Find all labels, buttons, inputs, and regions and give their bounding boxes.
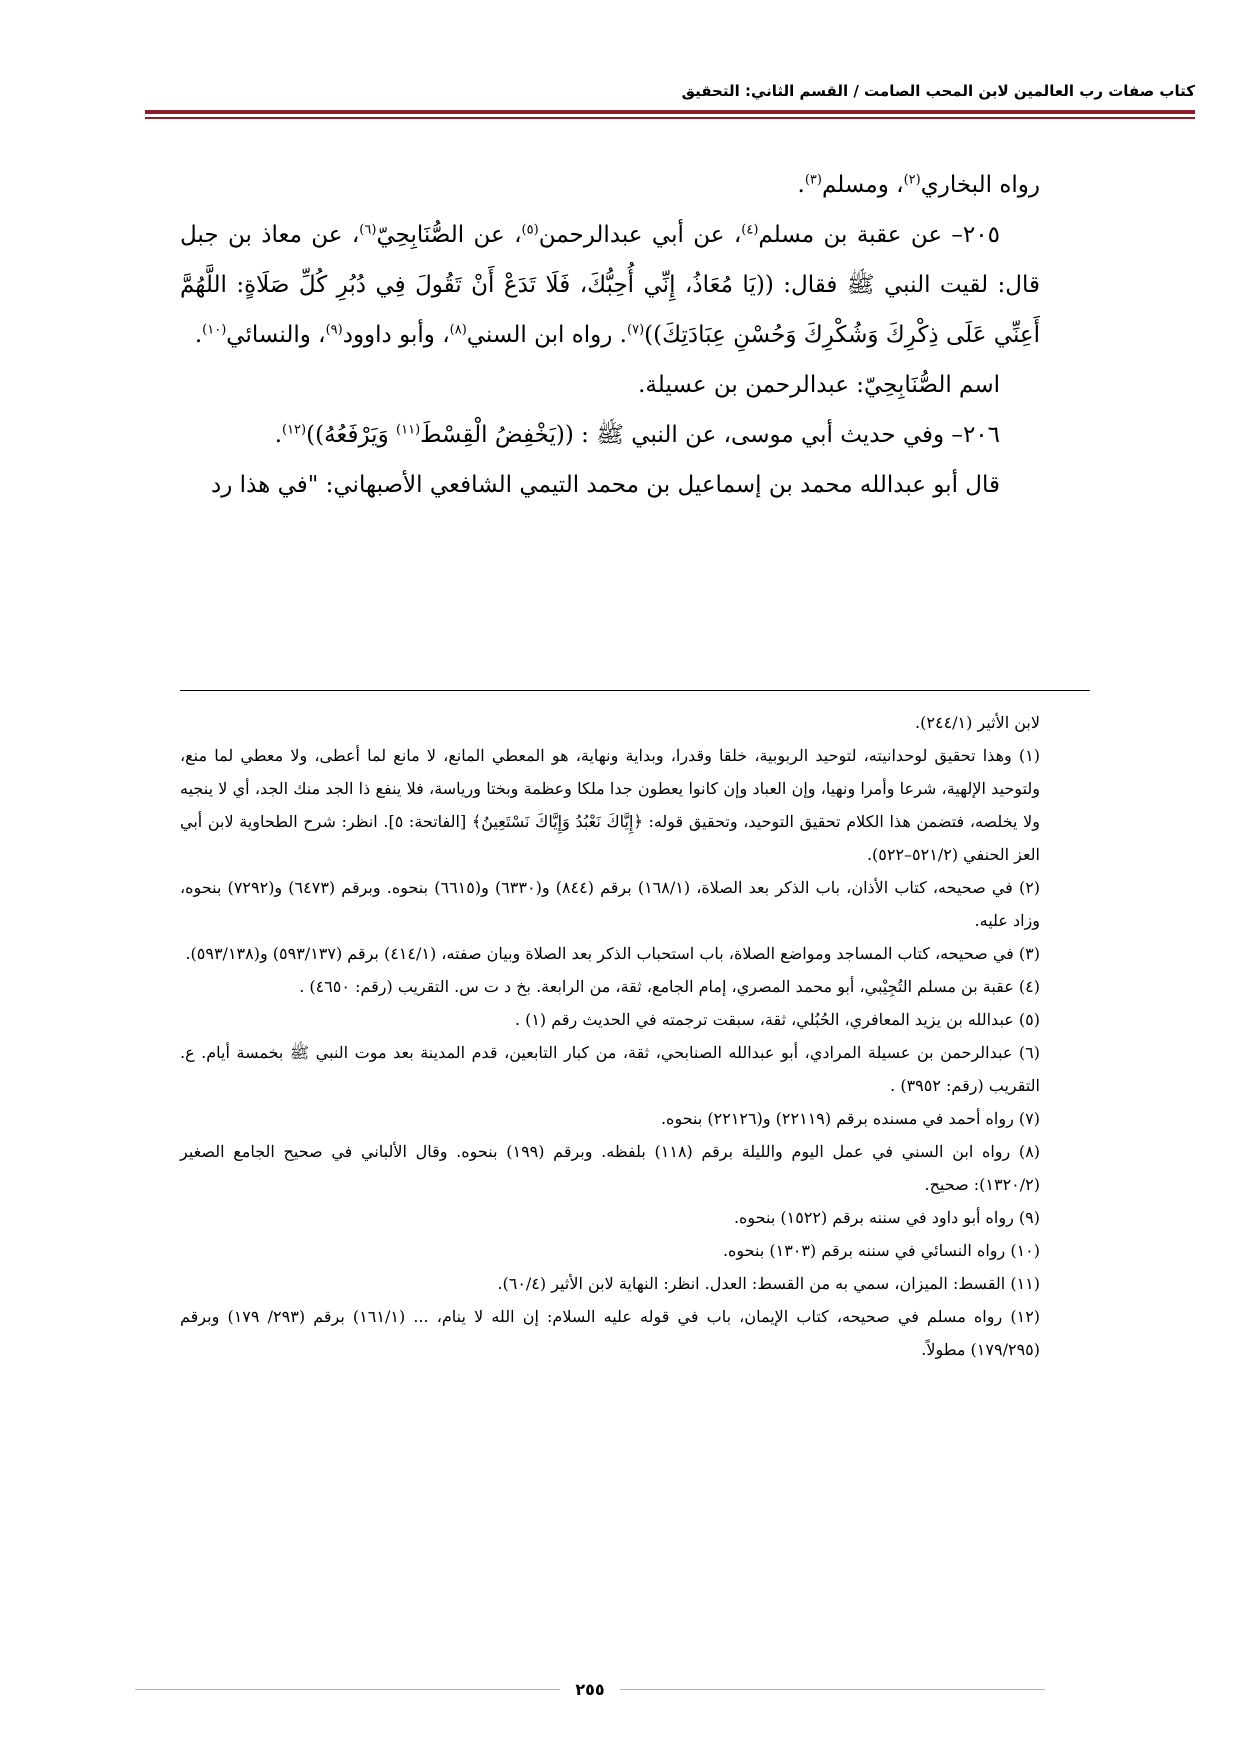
footnote-ref[interactable]: (٦) [359,222,377,238]
footnote-ref[interactable]: (١٢) [282,422,307,438]
footnote-ref[interactable]: (٣) [804,172,822,188]
paragraph-205: ٢٠٥– عن عقبة بن مسلم$^{(٤)}$، عن أبي عبدالرحمن$^{(٥)}$، عن الصُّنَابِحِيّ$^{(٦)}$، عن معاذ بن جبل قال: لقيت النبي ﷺ فقال: ((يَا مُعَاذُ، إِنِّي أُحِبُّكَ، فَلَا تَدَعْ أَنْ تَقُولَ فِي دُبُرِ كُلِّ صَلَاةٍ: اللَّهُمَّ أَعِنِّي عَلَى ذِكْرِكَ وَشُكْرِكَ وَحُسْنِ عِبَادَتِكَ))$^{(٧)}$. رواه ابن السني$^{(٨)}$، وأبو داوود$^{(٩)}$، والنسائي$^{(١٠)}$. [180,222,1040,348]
footnote-8: (٨) رواه ابن السني في عمل اليوم والليلة برقم (١١٨) بلفظه. وبرقم (١٩٩) بنحوه. وقال الألباني في صحيح الجامع الصغير (١٣٢٠/٢): صحيح. [180,1142,1041,1194]
footnote-ref[interactable]: (٤) [741,222,759,238]
footnote-9: (٩) رواه أبو داود في سننه برقم (١٥٢٢) بنحوه. [733,1208,1040,1227]
footnote-12: (١٢) رواه مسلم في صحيحه، كتاب الإيمان، باب في قوله عليه السلام: إن الله لا ينام، ... (١٦١/١) برقم (٢٩٣/ ١٧٩) وبرقم (١٧٩/٢٩٥) مطولاً. [180,1307,1041,1359]
footnote-1: (١) وهذا تحقيق لوحدانيته، لتوحيد الربوبية، خلقا وقدرا، وبداية ونهاية، هو المعطي المانع، لا مانع لما أعطى، ولا معطي لما منع، ولتوحيد الإلهية، شرعا وأمرا ونهيا، وإن العباد وإن كانوا يعطون جدا ملكا وعظمة وبختا ورياسة، فلا ينفع ذا الجد منك الجد، أي لا ينجيه ولا يخلصه، فتضمن هذا الكلام تحقيق التوحيد، وتحقيق قوله: ﴿إِيَّاكَ نَعْبُدُ وَإِيَّاكَ نَسْتَعِينُ﴾ [الفاتحة: ٥]. انظر: شرح الطحاوية لابن أبي العز الحنفي (٥٢١/٢–٥٢٢). [180,746,1040,864]
footnote-ref[interactable]: (٨) [449,322,467,338]
footnote-10: (١٠) رواه النسائي في سننه برقم (١٣٠٣) بنحوه. [722,1241,1040,1260]
footnote-ref[interactable]: (١٠) [202,322,227,338]
paragraph-1: رواه البخاري$^{(٢)}$، ومسلم$^{(٣)}$. [797,172,1040,198]
footnote-7: (٧) رواه أحمد في مسنده برقم (٢٢١١٩) و(٢٢١٢٦) بنحوه. [660,1109,1040,1128]
footnote-4: (٤) عقبة بن مسلم التُجِيْبي، أبو محمد المصري، إمام الجامع، ثقة، من الرابعة. بخ د ت س. التقريب (رقم: ٤٦٥٠) . [299,977,1040,996]
footnote-3: (٣) في صحيحه، كتاب المساجد ومواضع الصلاة، باب استحباب الذكر بعد الصلاة وبيان صفته، (٤١٤/١) برقم (٥٩٣/١٣٧) و(٥٩٣/١٣٨). [185,944,1040,963]
footnote-separator [180,690,1090,691]
footnote-ref[interactable]: (١١) [396,422,421,438]
header-rule-thin [145,117,1195,119]
footnotes [180,706,1040,1366]
page-number: ٢٥٥ [560,1680,620,1699]
footnote-2: (٢) في صحيحه، كتاب الأذان، باب الذكر بعد الصلاة، (١٦٨/١) برقم (٨٤٤) و(٦٣٣٠) و(٦٦١٥) بنحوه. وبرقم (٦٤٧٣) و(٧٢٩٢) بنحوه، وزاد عليه. [180,878,1041,930]
main-text [180,160,1040,510]
header-title: كتاب صفات رب العالمين لابن المحب الصامت / القسم الثاني: التحقيق [681,82,1195,100]
footnote-11: (١١) القسط: الميزان، سمي به من القسط: العدل. انظر: النهاية لابن الأثير (٦٠/٤). [497,1274,1040,1293]
footnote-carry: لابن الأثير (٢٤٤/١). [915,713,1040,732]
footnote-ref[interactable]: (٥) [521,222,539,238]
paragraph-quote: قال أبو عبدالله محمد بن إسماعيل بن محمد التيمي الشافعي الأصبهاني: "في هذا رد [211,472,1000,498]
footnote-ref[interactable]: (٩) [325,322,343,338]
footnote-ref[interactable]: (٢) [903,172,921,188]
paragraph-206: ٢٠٦– وفي حديث أبي موسى، عن النبي ﷺ : ((يَخْفِضُ الْقِسْطَ$^{(١١)}$ وَيَرْفَعُهُ))$^{(١٢)}$. [274,422,1000,448]
footnote-6: (٦) عبدالرحمن بن عسيلة المرادي، أبو عبدالله الصنابحي، ثقة، من كبار التابعين، قدم المدينة بعد موت النبي ﷺ بخمسة أيام. ع. التقريب (رقم: ٣٩٥٢) . [180,1043,1040,1095]
footnote-ref[interactable]: (٧) [627,322,645,338]
footnote-5: (٥) عبدالله بن يزيد المعافري، الحُبُلي، ثقة، سبقت ترجمته في الحديث رقم (١) . [514,1010,1040,1029]
header-rule-thick [145,110,1195,114]
paragraph-name-note: اسم الصُّنَابِحِيّ: عبدالرحمن بن عسيلة. [638,372,1000,398]
